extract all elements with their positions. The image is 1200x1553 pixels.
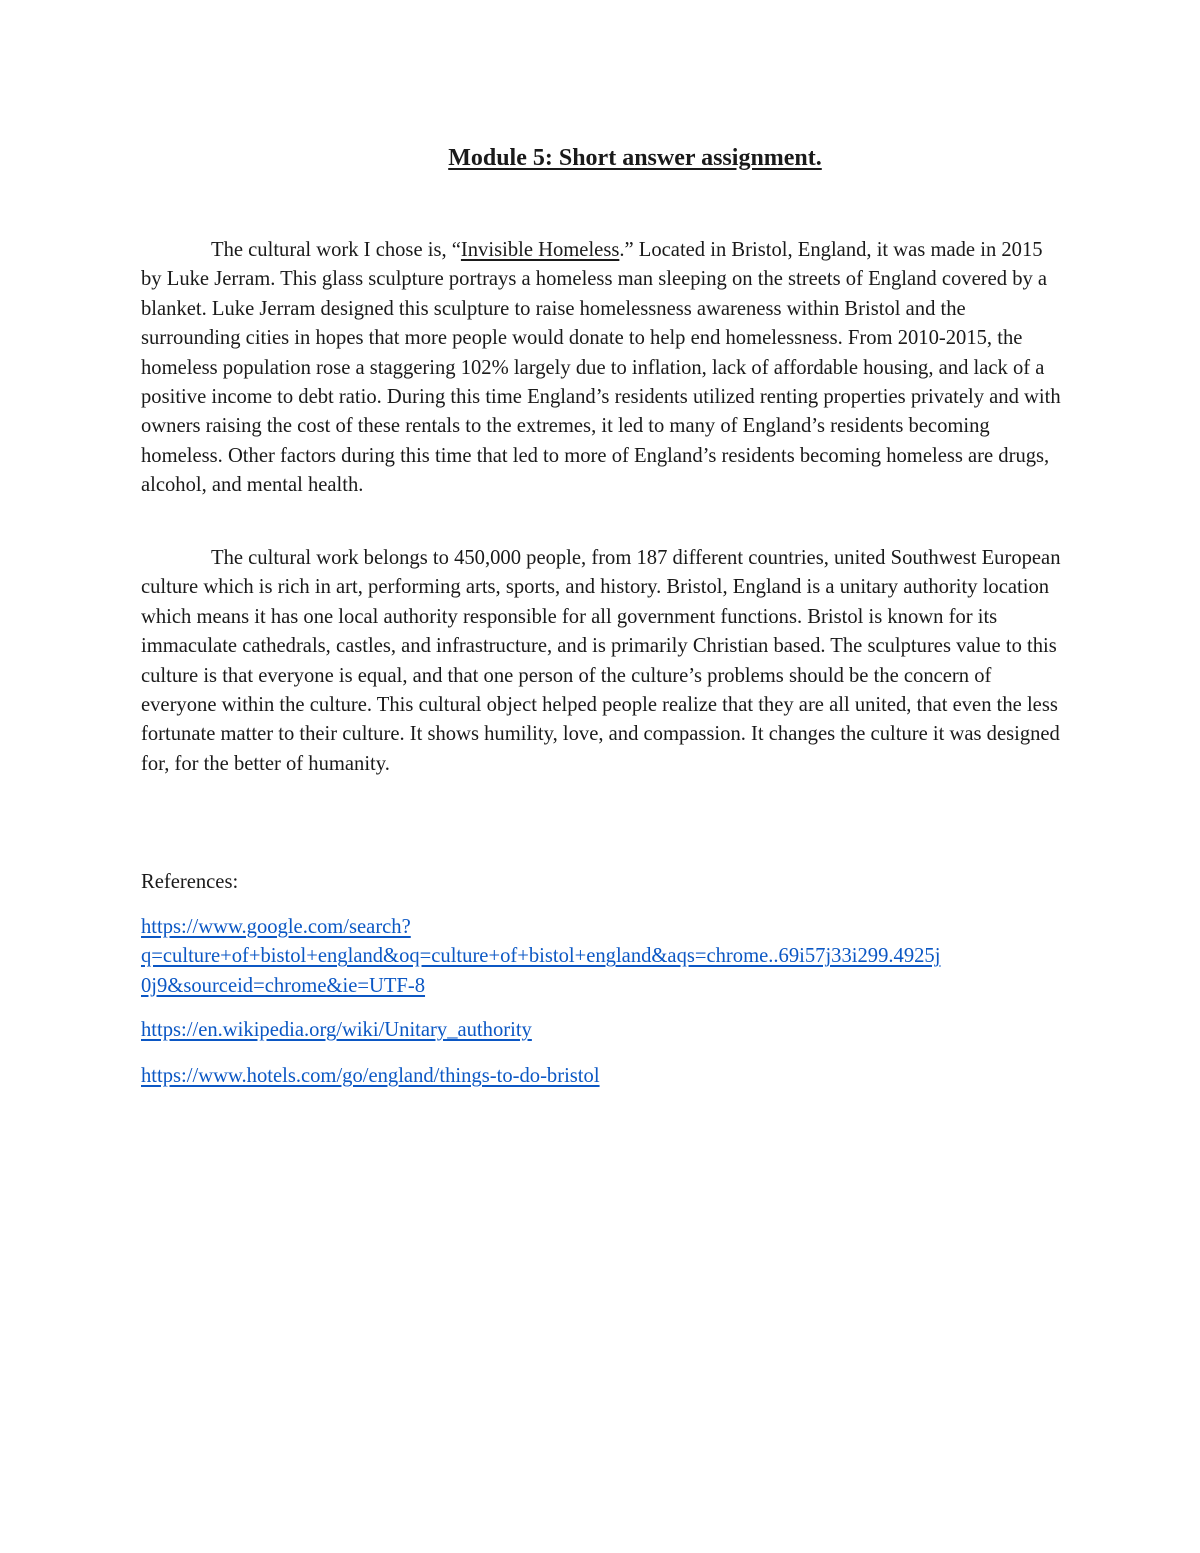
paragraph-2-text: The cultural work belongs to 450,000 people, from 187 different countries, united Southwest European culture which is rich in art, performing arts, sports, and history. Bristol, England is a unitary authority location which means it has one local authority responsible for all government functions. Bristol is known for its immaculate cathedrals, castles, and infrastructure, and is primarily Christian based. The sculptures value to this culture is that everyone is equal, and that one person of the culture’s problems should be the concern of everyone within the culture. This cultural object helped people realize that they are all united, that even the less fortunate matter to their culture. It shows humility, love, and compassion. It changes the culture it was designed for, for the better of humanity. — [141, 547, 1061, 775]
reference-link-line: 0j9&sourceid=chrome&ie=UTF-8 — [141, 974, 426, 997]
paragraph-1-rest: .” Located in Bristol, England, it was made in 2015 by Luke Jerram. This glass sculpture portrays a homeless man sleeping on the streets of England covered by a blanket. Luke Jerram designed this sculpture to raise homelessness awareness within Bristol and the surrounding cities in hopes that more people would donate to help end homelessness. From 2010-2015, the homeless population rose a staggering 102% largely due to inflation, lack of affordable housing, and lack of a positive income to debt ratio. During this time England’s residents utilized renting properties privately and with owners raising the cost of these rentals to the extremes, it led to many of England’s residents becoming homeless. Other factors during this time that led to more of England’s residents becoming homeless are drugs, alcohol, and mental health. — [141, 239, 1061, 497]
reference-link-line: q=culture+of+bistol+england&oq=culture+of+bistol+england&aqs=chrome..69i57j33i299.4925j — [141, 945, 941, 968]
page-title: Module 5: Short answer assignment. — [448, 145, 822, 171]
reference-link-wikipedia[interactable] — [141, 1016, 1061, 1045]
work-title: Invisible Homeless — [460, 239, 620, 261]
reference-link-hotels[interactable] — [141, 1062, 1061, 1091]
reference-link-line: https://en.wikipedia.org/wiki/Unitary_authority — [141, 1019, 532, 1041]
reference-link-line: https://www.google.com/search? — [141, 916, 411, 938]
references-heading: References: — [141, 871, 239, 893]
body-paragraph-2 — [141, 544, 1061, 779]
paragraph-1-intro: The cultural work I chose is, “ — [211, 239, 461, 261]
reference-link-line: https://www.hotels.com/go/england/things-to-do-bristol — [141, 1065, 600, 1087]
reference-link-google[interactable] — [141, 913, 1061, 1001]
body-paragraph-1 — [141, 236, 1061, 501]
